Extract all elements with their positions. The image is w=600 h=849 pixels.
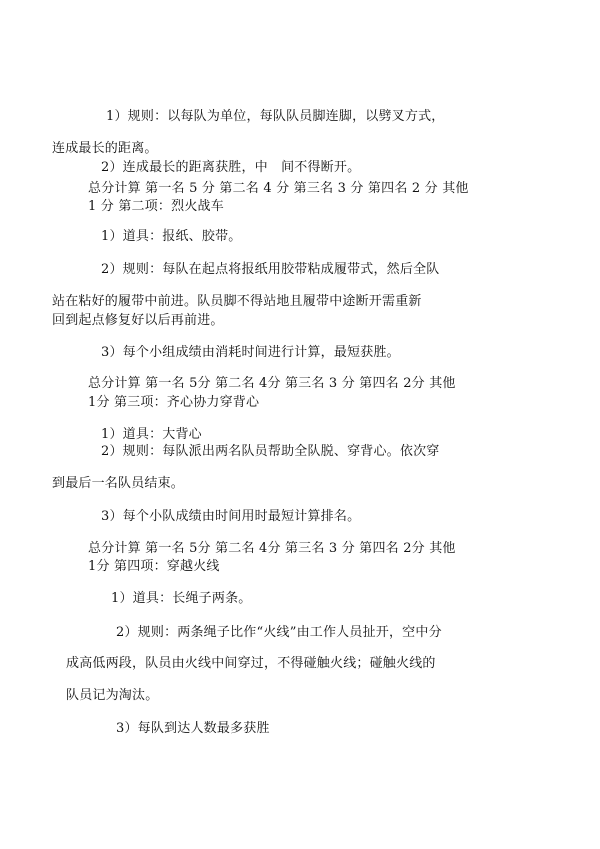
text-line-2: 连成最长的距离。 xyxy=(52,141,158,156)
text-line-5: 1 分 第二项：烈火战车 xyxy=(88,199,224,214)
text-line-14: 2）规则：每队派出两名队员帮助全队脱、穿背心。依次穿 xyxy=(101,444,440,459)
text-line-15: 到最后一名队员结束。 xyxy=(52,476,185,491)
text-line-20: 2）规则：两条绳子比作“火线”由工作人员扯开，空中分 xyxy=(116,625,442,640)
text-line-21: 成高低两段，队员由火线中间穿过，不得碰触火线；碰触火线的 xyxy=(66,656,436,671)
text-line-11: 总分计算 第一名 5分 第二名 4分 第三名 3 分 第四名 2分 其他 xyxy=(88,376,456,391)
text-line-8: 站在粘好的履带中前进。队员脚不得站地且履带中途断开需重新 xyxy=(52,294,422,309)
text-line-9: 回到起点修复好以后再前进。 xyxy=(52,313,224,328)
text-line-4: 总分计算 第一名 5 分 第二名 4 分 第三名 3 分 第四名 2 分 其他 xyxy=(88,181,469,196)
text-line-6: 1）道具：报纸、胶带。 xyxy=(101,229,242,244)
text-line-7: 2）规则：每队在起点将报纸用胶带粘成履带式，然后全队 xyxy=(101,262,440,277)
text-line-19: 1）道具：长绳子两条。 xyxy=(111,591,252,606)
text-line-18: 1分 第四项：穿越火线 xyxy=(88,559,220,574)
text-line-3: 2）连成最长的距离获胜，中 间不得断开。 xyxy=(101,160,361,175)
text-line-13: 1）道具：大背心 xyxy=(101,427,202,442)
text-line-23: 3）每队到达人数最多获胜 xyxy=(116,721,270,736)
text-line-22: 队员记为淘汰。 xyxy=(66,688,159,703)
text-line-16: 3）每个小队成绩由时间用时最短计算排名。 xyxy=(101,509,361,524)
text-line-10: 3）每个小组成绩由消耗时间进行计算，最短获胜。 xyxy=(101,345,400,360)
text-line-12: 1分 第三项：齐心协力穿背心 xyxy=(88,395,260,410)
text-line-1: 1）规则：以每队为单位，每队队员脚连脚，以劈叉方式， xyxy=(106,109,445,124)
text-line-17: 总分计算 第一名 5分 第二名 4分 第三名 3 分 第四名 2分 其他 xyxy=(88,541,456,556)
